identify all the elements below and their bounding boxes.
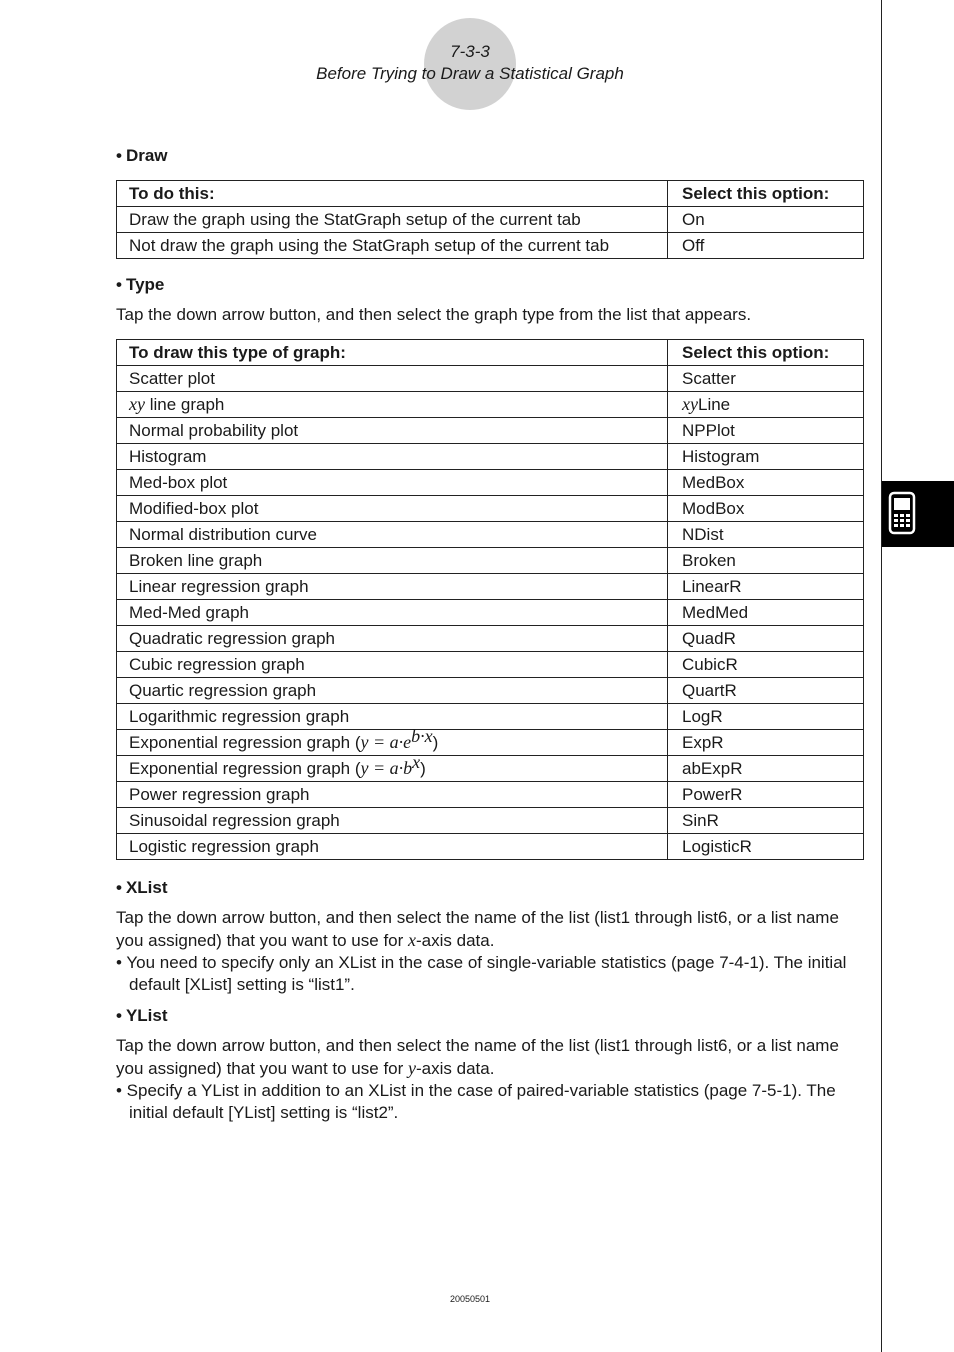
xlist-paragraph: Tap the down arrow button, and then select the name of the list (list1 through list6, or a list name you assigned) that you want to use for x-axis data. xyxy=(116,908,839,950)
description-cell: Med-Med graph xyxy=(117,600,668,626)
table-row xyxy=(117,600,864,626)
description-cell: Logistic regression graph xyxy=(117,834,668,860)
option-cell: NDist xyxy=(668,522,864,548)
description-cell: Linear regression graph xyxy=(117,574,668,600)
table-row xyxy=(117,652,864,678)
table-row xyxy=(117,444,864,470)
type-heading: • Type xyxy=(116,275,165,294)
description-cell: Scatter plot xyxy=(117,366,668,392)
description-cell: Med-box plot xyxy=(117,470,668,496)
chapter-side-tab xyxy=(882,481,954,547)
description-cell: Draw the graph using the StatGraph setup of the current tab xyxy=(117,207,668,233)
option-cell: MedMed xyxy=(668,600,864,626)
description-cell: Power regression graph xyxy=(117,782,668,808)
page-number: 7-3-3 xyxy=(450,42,490,61)
option-cell: LogisticR xyxy=(668,834,864,860)
table-row xyxy=(117,782,864,808)
option-cell: ExpR xyxy=(668,730,864,756)
description-cell: Modified-box plot xyxy=(117,496,668,522)
table-row xyxy=(117,678,864,704)
table-header-cell: To do this: xyxy=(117,181,668,207)
table-row xyxy=(117,730,864,756)
description-cell: Normal distribution curve xyxy=(117,522,668,548)
table-row xyxy=(117,522,864,548)
description-cell: Sinusoidal regression graph xyxy=(117,808,668,834)
option-cell: LogR xyxy=(668,704,864,730)
option-cell: On xyxy=(668,207,864,233)
table-row xyxy=(117,574,864,600)
graph-type-cell: Exponential regression graph $(y = a\cdot e^{b\cdot x})$ xyxy=(117,730,668,756)
table-row xyxy=(117,808,864,834)
option-cell: QuartR xyxy=(668,678,864,704)
description-cell: Histogram xyxy=(117,444,668,470)
option-cell: xyLine xyxy=(668,392,864,418)
description-cell: Cubic regression graph xyxy=(117,652,668,678)
draw-heading: • Draw xyxy=(116,146,168,165)
type-intro: Tap the down arrow button, and then select the graph type from the list that appears. xyxy=(116,305,752,324)
graph-type-cell: Exponential regression graph $(y = a\cdot b^x)$ xyxy=(117,756,668,782)
description-cell: Quadratic regression graph xyxy=(117,626,668,652)
graph-type-rows xyxy=(117,782,864,860)
option-cell: NPPlot xyxy=(668,418,864,444)
table-header-row xyxy=(117,340,864,366)
ylist-note: • Specify a YList in addition to an XList in the case of paired-variable statistics (page 7-5-1). The initial default [YList] setting is “list2”. xyxy=(116,1081,836,1122)
graph-type-rows xyxy=(117,418,864,730)
option-cell: MedBox xyxy=(668,470,864,496)
footer-code: 20050501 xyxy=(449,1294,491,1304)
description-cell: Broken line graph xyxy=(117,548,668,574)
table-row xyxy=(117,418,864,444)
option-cell: Off xyxy=(668,233,864,259)
table-row xyxy=(117,834,864,860)
description-cell: Logarithmic regression graph xyxy=(117,704,668,730)
ylist-heading: • YList xyxy=(116,1006,168,1025)
option-cell: LinearR xyxy=(668,574,864,600)
table-header-cell: Select this option: xyxy=(668,181,864,207)
option-cell: SinR xyxy=(668,808,864,834)
graph-type-rows xyxy=(117,366,864,392)
graph-type-table xyxy=(116,339,864,860)
xlist-heading: • XList xyxy=(116,878,168,897)
option-cell: CubicR xyxy=(668,652,864,678)
option-cell: Broken xyxy=(668,548,864,574)
graph-type-cell: xy line graph xyxy=(117,392,668,418)
page-edge-rule xyxy=(881,0,882,1352)
option-cell: abExpR xyxy=(668,756,864,782)
table-row xyxy=(117,207,864,233)
table-header-row xyxy=(117,181,864,207)
ylist-paragraph: Tap the down arrow button, and then select the name of the list (list1 through list6, or a list name you assigned) that you want to use for y-axis data. xyxy=(116,1036,839,1078)
xlist-note: • You need to specify only an XList in the case of single-variable statistics (page 7-4-1). The initial default [XList] setting is “list1”. xyxy=(116,953,847,994)
description-cell: Not draw the graph using the StatGraph setup of the current tab xyxy=(117,233,668,259)
graph-type-rows xyxy=(117,726,864,782)
table-row xyxy=(117,496,864,522)
draw-table-body xyxy=(117,207,864,259)
table-row xyxy=(117,756,864,782)
option-cell: Scatter xyxy=(668,366,864,392)
table-row xyxy=(117,233,864,259)
option-cell: PowerR xyxy=(668,782,864,808)
page-content xyxy=(116,145,864,1124)
table-row xyxy=(117,392,864,418)
page-title: Before Trying to Draw a Statistical Graph xyxy=(316,64,624,83)
table-row xyxy=(117,704,864,730)
table-header-cell: Select this option: xyxy=(668,340,864,366)
calculator-icon xyxy=(888,491,916,535)
draw-options-table xyxy=(116,180,864,259)
option-cell: ModBox xyxy=(668,496,864,522)
table-row xyxy=(117,548,864,574)
table-row xyxy=(117,626,864,652)
graph-type-rows xyxy=(117,392,864,418)
table-row xyxy=(117,366,864,392)
description-cell: Quartic regression graph xyxy=(117,678,668,704)
table-header-cell: To draw this type of graph: xyxy=(117,340,668,366)
description-cell: Normal probability plot xyxy=(117,418,668,444)
table-row xyxy=(117,470,864,496)
option-cell: Histogram xyxy=(668,444,864,470)
option-cell: QuadR xyxy=(668,626,864,652)
